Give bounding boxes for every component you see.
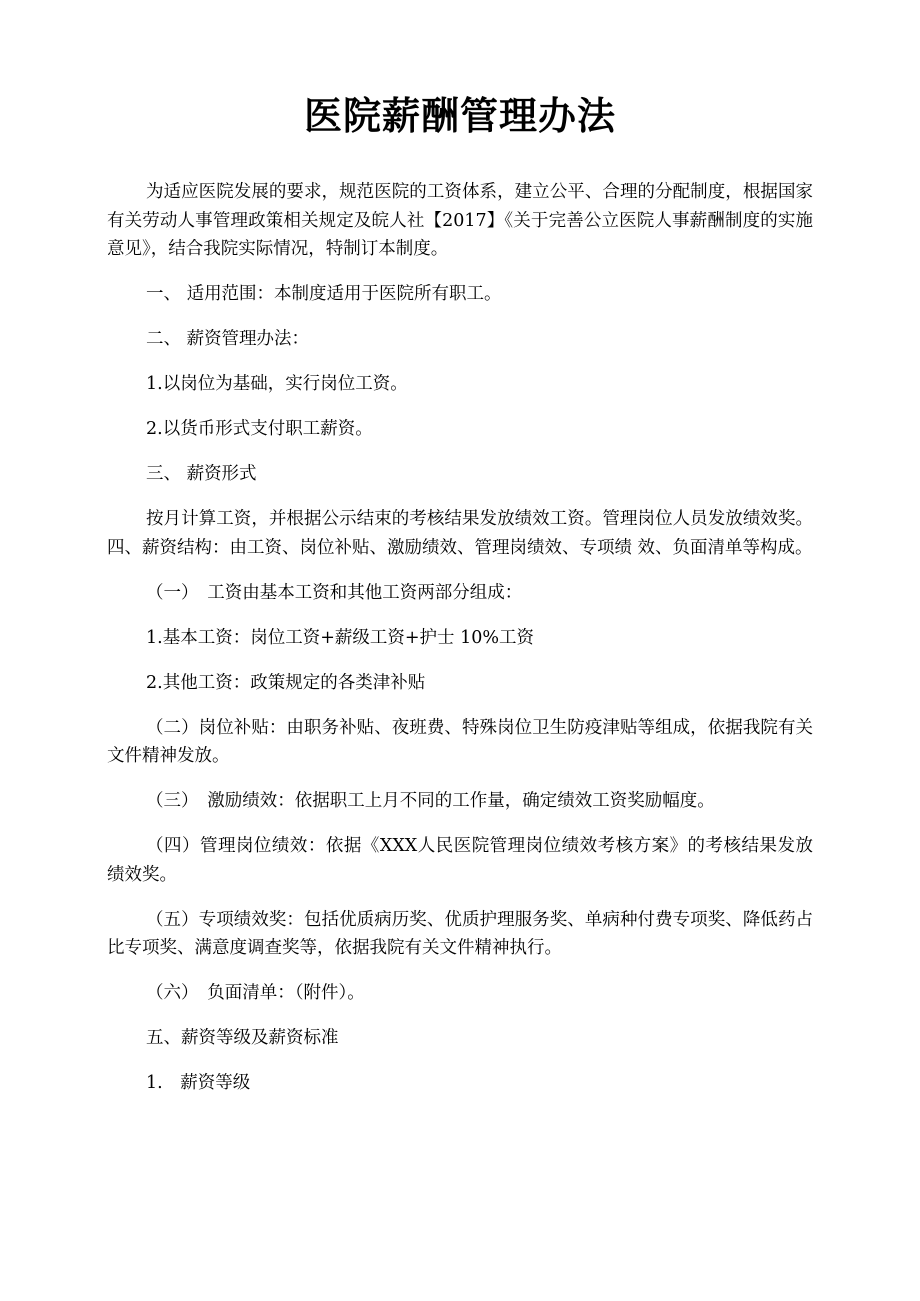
subsection-1-item-1: 1.基本工资：岗位工资+薪级工资+护士 10%工资 [146, 627, 534, 648]
subsection-5: （五）专项绩效奖：包括优质病历奖、优质护理服务奖、单病种付费专项奖、降低药占比专项奖、满意度调查奖等，依据我院有关文件精神执行。 [107, 909, 813, 958]
section-1-scope: 一、 适用范围：本制度适用于医院所有职工。 [146, 284, 502, 304]
subsection-3: （三） 激励绩效：依据职工上月不同的工作量，确定绩效工资奖励幅度。 [146, 791, 715, 811]
section-3-body: 按月计算工资，并根据公示结束的考核结果发放绩效工资。管理岗位人员发放绩效奖。四、薪资结构：由工资、岗位补贴、激励绩效、管理岗绩效、专项绩 效、负面清单等构成。 [107, 509, 813, 558]
subsection-6: （六） 负面清单：（附件）。 [146, 983, 365, 1003]
subsection-4: （四）管理岗位绩效：依据《XXX人民医院管理岗位绩效考核方案》的考核结果发放绩效奖。 [107, 836, 813, 885]
section-3-heading: 三、 薪资形式 [146, 464, 257, 484]
section-5-item-1: 1. 薪资等级 [146, 1073, 251, 1093]
document-title: 医院薪酬管理办法 [303, 93, 616, 138]
section-2-item-2: 2.以货币形式支付职工薪资。 [146, 419, 373, 439]
document-body [107, 178, 813, 1114]
subsection-1-item-2: 2.其他工资：政策规定的各类津补贴 [146, 672, 426, 693]
section-5-heading: 五、薪资等级及薪资标准 [146, 1028, 339, 1048]
section-2-item-1: 1.以岗位为基础，实行岗位工资。 [146, 374, 408, 394]
subsection-1-heading: （一） 工资由基本工资和其他工资两部分组成： [146, 582, 523, 603]
section-2-heading: 二、 薪资管理办法： [146, 329, 310, 349]
intro-paragraph: 为适应医院发展的要求，规范医院的工资体系，建立公平、合理的分配制度，根据国家有关劳动人事管理政策相关规定及皖人社【2017】《关于完善公立医院人事薪酬制度的实施意见》，结合我院实际情况，特制订本制度。 [107, 182, 813, 259]
subsection-2: （二）岗位补贴：由职务补贴、夜班费、特殊岗位卫生防疫津贴等组成，依据我院有关文件精神发放。 [107, 717, 813, 766]
